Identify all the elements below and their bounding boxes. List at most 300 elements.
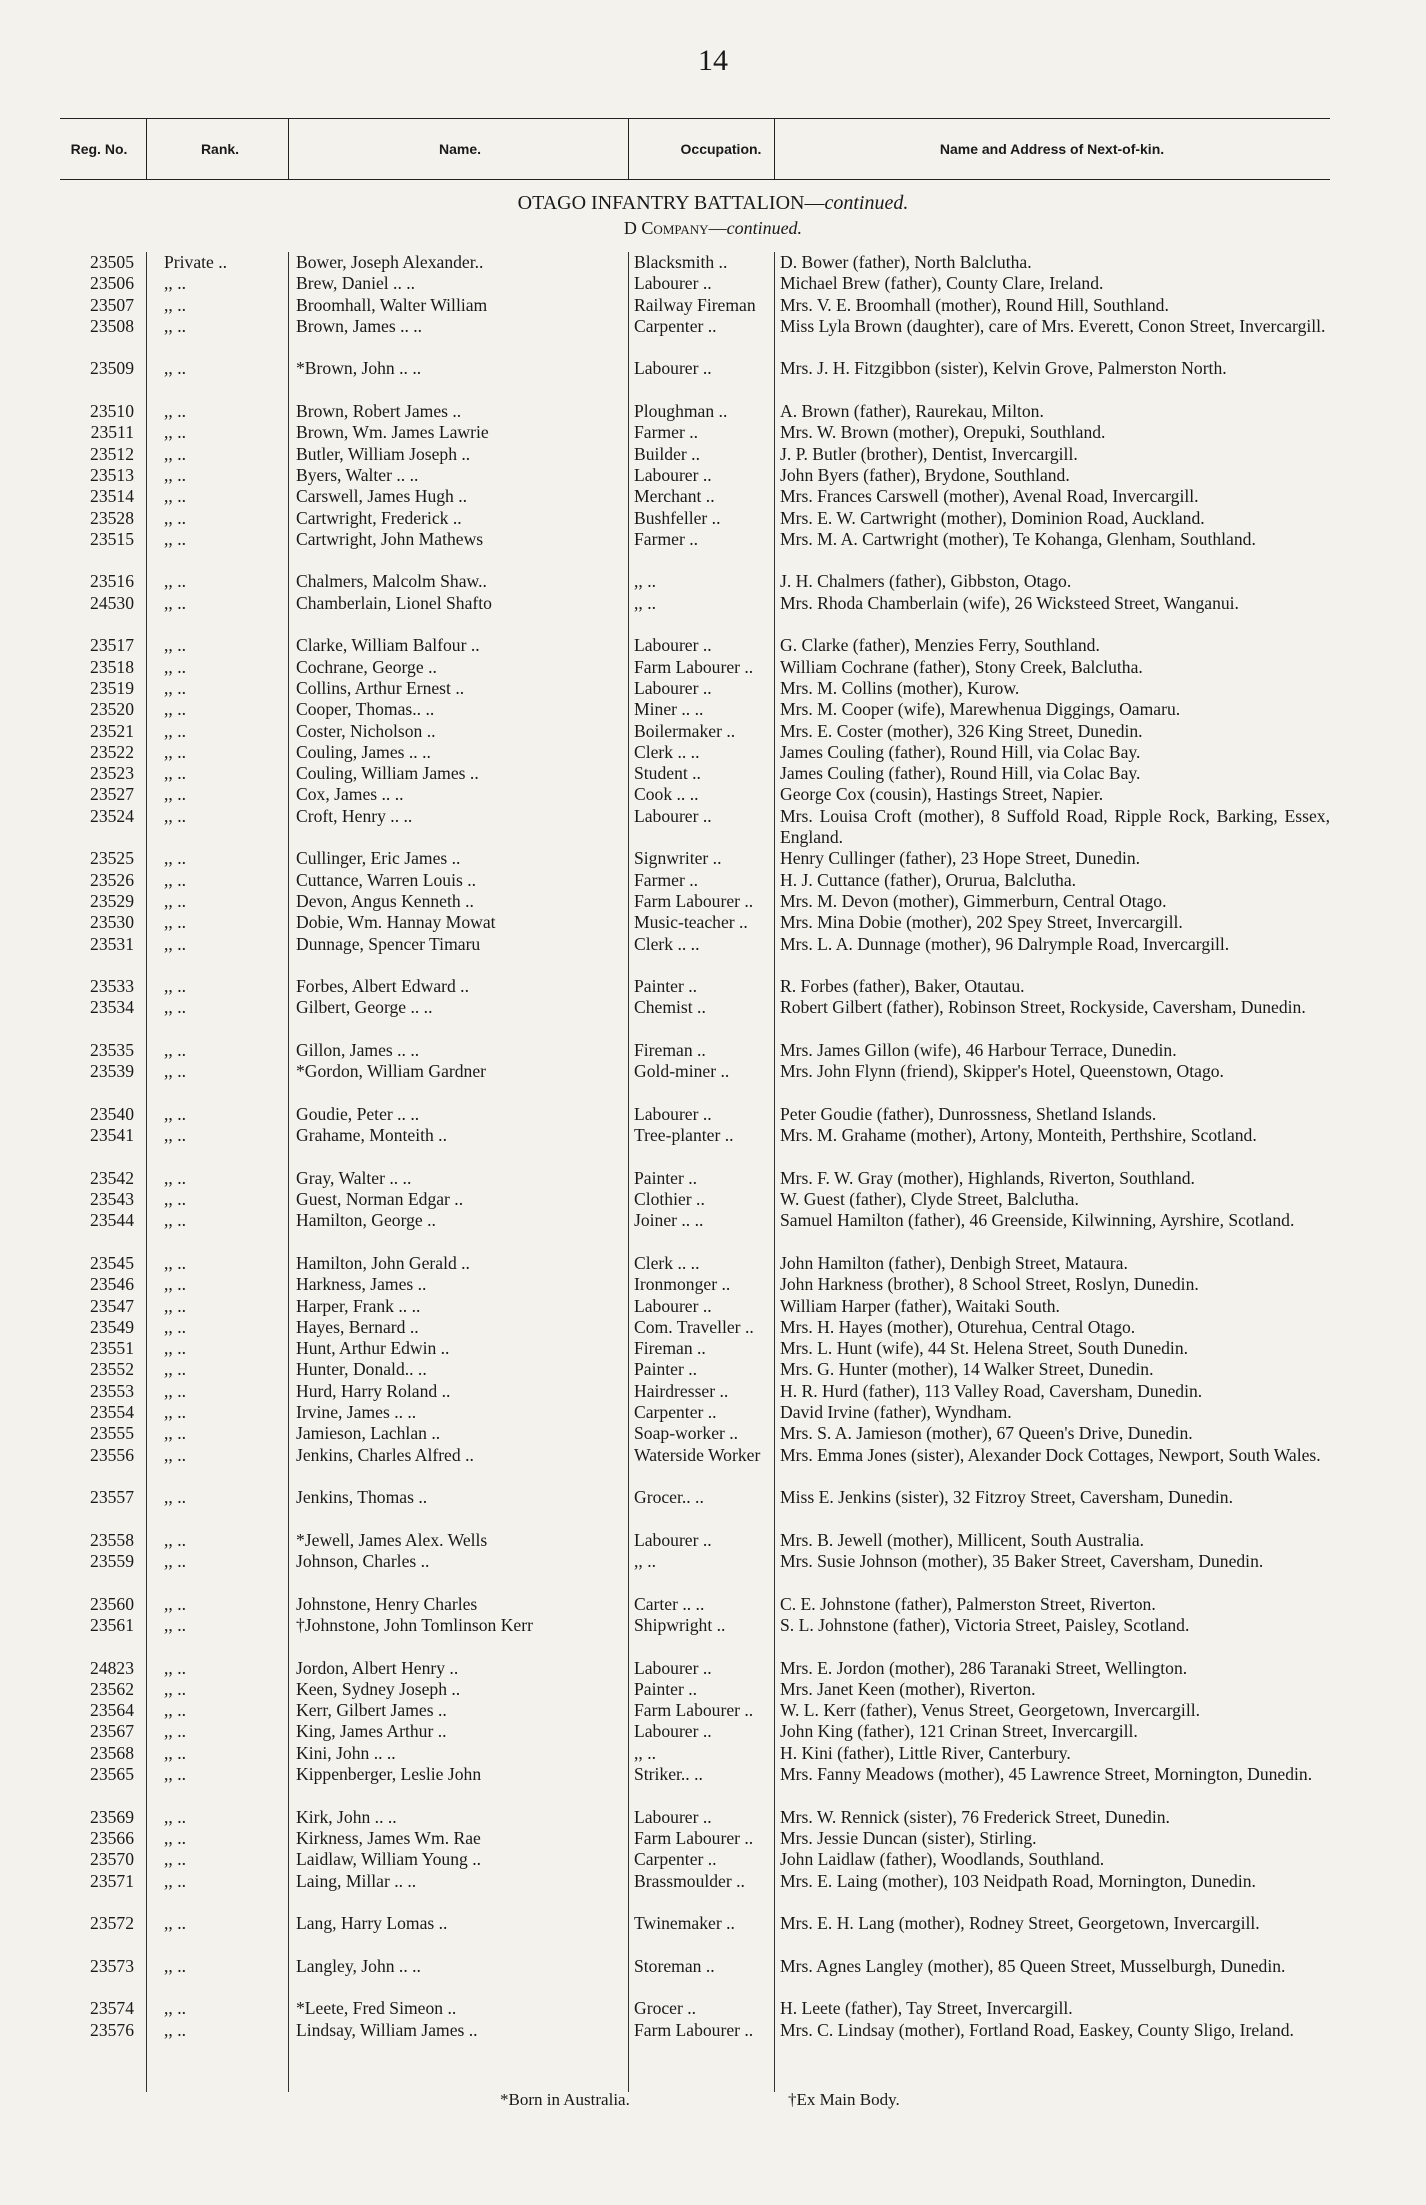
rank-cell: ,, .. (164, 1402, 186, 1423)
next-of-kin-cell: John King (father), 121 Crinan Street, Invercargill. (780, 1721, 1138, 1742)
table-row (60, 1700, 1330, 1721)
roll-table (60, 252, 1330, 2062)
name-cell: Jamieson, Lachlan .. (296, 1423, 441, 1444)
occupation-cell: Carpenter .. (634, 315, 717, 336)
rank-cell: ,, .. (164, 422, 186, 443)
table-row (60, 444, 1330, 465)
reg-no-cell: 23508 (90, 315, 134, 336)
table-row (60, 1061, 1330, 1104)
next-of-kin-cell: John Laidlaw (father), Woodlands, Southland. (780, 1849, 1105, 1870)
occupation-cell: Painter .. (634, 976, 698, 997)
table-row (60, 1721, 1330, 1742)
occupation-cell: Clerk .. .. (634, 933, 700, 954)
occupation-cell: Carpenter .. (634, 1849, 717, 1870)
name-cell: Gillon, James .. .. (296, 1039, 420, 1060)
occupation-cell: Painter .. (634, 1167, 698, 1188)
reg-no-cell: 23541 (90, 1125, 134, 1146)
occupation-cell: Fireman .. (634, 1039, 706, 1060)
next-of-kin-cell: George Cox (cousin), Hastings Street, Napier. (780, 784, 1104, 805)
table-row (60, 2020, 1330, 2063)
rank-cell: ,, .. (164, 1423, 186, 1444)
table-row (60, 1849, 1330, 1870)
reg-no-cell: 23546 (90, 1274, 134, 1295)
header-reg-no: Reg. No. (70, 141, 128, 157)
table-row (60, 1871, 1330, 1914)
name-cell: Cullinger, Eric James .. (296, 848, 461, 869)
next-of-kin-cell: William Cochrane (father), Stony Creek, Balclutha. (780, 656, 1143, 677)
table-row (60, 1679, 1330, 1700)
name-cell: Bower, Joseph Alexander.. (296, 252, 484, 272)
table-row (60, 891, 1330, 912)
name-cell: Brown, Robert James .. (296, 401, 462, 422)
reg-no-cell: 23540 (90, 1103, 134, 1124)
name-cell: †Johnstone, John Tomlinson Kerr (296, 1615, 533, 1635)
occupation-cell: Brassmoulder .. (634, 1870, 745, 1891)
name-cell: King, James Arthur .. (296, 1721, 447, 1742)
rank-cell: ,, .. (164, 1061, 186, 1082)
rank-cell: ,, .. (164, 528, 186, 549)
rank-cell: ,, .. (164, 763, 186, 784)
next-of-kin-cell: James Couling (father), Round Hill, via Colac Bay. (780, 741, 1141, 762)
header-rank: Rank. (200, 141, 240, 157)
occupation-cell: Labourer .. (634, 1721, 712, 1742)
table-row (60, 1274, 1330, 1295)
occupation-cell: Labourer .. (634, 1529, 712, 1550)
table-row (60, 401, 1330, 422)
name-cell: Hayes, Bernard .. (296, 1316, 419, 1337)
table-row (60, 1807, 1330, 1828)
reg-no-cell: 23558 (90, 1529, 134, 1550)
reg-no-cell: 23529 (90, 890, 134, 911)
next-of-kin-cell: Peter Goudie (father), Dunrossness, Shetland Islands. (780, 1103, 1157, 1124)
next-of-kin-cell: Mrs. E. H. Lang (mother), Rodney Street, Georgetown, Invercargill. (780, 1913, 1260, 1934)
table-row (60, 1998, 1330, 2019)
occupation-cell: Farmer .. (634, 528, 699, 549)
name-cell: Lindsay, William James .. (296, 2019, 478, 2040)
name-cell: Hunter, Donald.. .. (296, 1359, 427, 1380)
rank-cell: ,, .. (164, 720, 186, 741)
next-of-kin-cell: S. L. Johnstone (father), Victoria Street, Paisley, Scotland. (780, 1615, 1190, 1635)
next-of-kin-cell: Mrs. J. H. Fitzgibbon (sister), Kelvin Grove, Palmerston North. (780, 358, 1227, 379)
reg-no-cell: 23523 (90, 763, 134, 784)
occupation-cell: Labourer .. (634, 1657, 712, 1678)
table-row (60, 784, 1330, 805)
next-of-kin-cell: Mrs. M. Cooper (wife), Marewhenua Diggings, Oamaru. (780, 699, 1181, 720)
rank-cell: ,, .. (164, 1167, 186, 1188)
reg-no-cell: 23547 (90, 1295, 134, 1316)
name-cell: Harkness, James .. (296, 1274, 427, 1295)
reg-no-cell: 23552 (90, 1359, 134, 1380)
table-row (60, 678, 1330, 699)
rank-cell: ,, .. (164, 1252, 186, 1273)
occupation-cell: Bushfeller .. (634, 507, 721, 528)
name-cell: Cartwright, Frederick .. (296, 507, 462, 528)
reg-no-cell: 23505 (90, 252, 134, 272)
occupation-cell: Shipwright .. (634, 1615, 726, 1635)
name-cell: Irvine, James .. .. (296, 1402, 417, 1423)
reg-no-cell: 23572 (90, 1913, 134, 1934)
rank-cell: ,, .. (164, 1870, 186, 1891)
rank-cell: ,, .. (164, 358, 186, 379)
occupation-cell: Cook .. .. (634, 784, 699, 805)
section-title-text: OTAGO INFANTRY BATTALION— (517, 192, 825, 214)
table-row (60, 1189, 1330, 1210)
table-row (60, 316, 1330, 359)
table-row (60, 358, 1330, 401)
rank-cell: ,, .. (164, 1529, 186, 1550)
table-row (60, 1104, 1330, 1125)
reg-no-cell: 23535 (90, 1039, 134, 1060)
occupation-cell: Labourer .. (634, 1806, 712, 1827)
next-of-kin-cell: Mrs. M. Devon (mother), Gimmerburn, Central Otago. (780, 890, 1167, 911)
table-row (60, 593, 1330, 636)
occupation-cell: Blacksmith .. (634, 252, 728, 272)
occupation-cell: Grocer.. .. (634, 1487, 704, 1508)
next-of-kin-cell: Mrs. Janet Keen (mother), Riverton. (780, 1678, 1036, 1699)
table-row (60, 657, 1330, 678)
reg-no-cell: 23509 (90, 358, 134, 379)
rank-cell: Private .. (164, 252, 228, 272)
occupation-cell: Labourer .. (634, 677, 712, 698)
occupation-cell: Fireman .. (634, 1338, 706, 1359)
occupation-cell: ,, .. (634, 1742, 656, 1763)
table-row (60, 465, 1330, 486)
occupation-cell: ,, .. (634, 571, 656, 592)
next-of-kin-cell: Mrs. M. Grahame (mother), Artony, Monteith, Perthshire, Scotland. (780, 1125, 1257, 1146)
reg-no-cell: 23517 (90, 635, 134, 656)
next-of-kin-cell: Mrs. G. Hunter (mother), 14 Walker Street, Dunedin. (780, 1359, 1154, 1380)
reg-no-cell: 23518 (90, 656, 134, 677)
name-cell: Hurd, Harry Roland .. (296, 1380, 451, 1401)
name-cell: Brown, Wm. James Lawrie (296, 422, 489, 443)
rank-cell: ,, .. (164, 1742, 186, 1763)
reg-no-cell: 23521 (90, 720, 134, 741)
reg-no-cell: 23555 (90, 1423, 134, 1444)
table-row (60, 1125, 1330, 1168)
name-cell: Jordon, Albert Henry .. (296, 1657, 459, 1678)
occupation-cell: Labourer .. (634, 358, 712, 379)
reg-no-cell: 23531 (90, 933, 134, 954)
section-subtitle (0, 218, 1426, 239)
section-title (0, 192, 1426, 215)
rank-cell: ,, .. (164, 997, 186, 1018)
name-cell: Kirkness, James Wm. Rae (296, 1827, 481, 1848)
table-row (60, 806, 1330, 849)
table-row (60, 848, 1330, 869)
next-of-kin-cell: Samuel Hamilton (father), 46 Greenside, Kilwinning, Ayrshire, Scotland. (780, 1210, 1295, 1231)
next-of-kin-cell: Mrs. Mina Dobie (mother), 202 Spey Street, Invercargill. (780, 912, 1183, 933)
occupation-cell: Builder .. (634, 443, 700, 464)
next-of-kin-cell: Mrs. M. Collins (mother), Kurow. (780, 677, 1020, 698)
occupation-cell: ,, .. (634, 1551, 656, 1572)
reg-no-cell: 23567 (90, 1721, 134, 1742)
reg-no-cell: 23556 (90, 1444, 134, 1465)
rank-cell: ,, .. (164, 1913, 186, 1934)
occupation-cell: Farm Labourer .. (634, 1827, 754, 1848)
occupation-cell: Railway Fireman (634, 294, 756, 315)
footnote-ex-main-body: †Ex Main Body. (788, 2090, 900, 2109)
name-cell: Cochrane, George .. (296, 656, 437, 677)
name-cell: Carswell, James Hugh .. (296, 486, 468, 507)
table-row (60, 1594, 1330, 1615)
next-of-kin-cell: Mrs. Agnes Langley (mother), 85 Queen Street, Musselburgh, Dunedin. (780, 1955, 1286, 1976)
table-row (60, 571, 1330, 592)
occupation-cell: Painter .. (634, 1359, 698, 1380)
reg-no-cell: 23530 (90, 912, 134, 933)
occupation-cell: Farm Labourer .. (634, 890, 754, 911)
table-row (60, 1317, 1330, 1338)
rank-cell: ,, .. (164, 2019, 186, 2040)
reg-no-cell: 24530 (90, 592, 134, 613)
reg-no-cell: 23514 (90, 486, 134, 507)
name-cell: Brew, Daniel .. .. (296, 273, 416, 294)
next-of-kin-cell: Mrs. E. Laing (mother), 103 Neidpath Road, Mornington, Dunedin. (780, 1870, 1256, 1891)
rank-cell: ,, .. (164, 1700, 186, 1721)
reg-no-cell: 23534 (90, 997, 134, 1018)
occupation-cell: Soap-worker .. (634, 1423, 739, 1444)
rank-cell: ,, .. (164, 443, 186, 464)
table-row (60, 912, 1330, 933)
rank-cell: ,, .. (164, 1316, 186, 1337)
occupation-cell: ,, .. (634, 592, 656, 613)
next-of-kin-cell: Miss E. Jenkins (sister), 32 Fitzroy Street, Caversham, Dunedin. (780, 1487, 1233, 1508)
rank-cell: ,, .. (164, 741, 186, 762)
occupation-cell: Farmer .. (634, 422, 699, 443)
next-of-kin-cell: J. P. Butler (brother), Dentist, Invercargill. (780, 443, 1078, 464)
table-row (60, 1487, 1330, 1530)
rank-cell: ,, .. (164, 507, 186, 528)
reg-no-cell: 23533 (90, 976, 134, 997)
reg-no-cell: 23573 (90, 1955, 134, 1976)
rank-cell: ,, .. (164, 294, 186, 315)
rank-cell: ,, .. (164, 1189, 186, 1210)
occupation-cell: Farmer .. (634, 869, 699, 890)
next-of-kin-cell: R. Forbes (father), Baker, Otautau. (780, 976, 1025, 997)
occupation-cell: Com. Traveller .. (634, 1316, 754, 1337)
occupation-cell: Labourer .. (634, 1103, 712, 1124)
occupation-cell: Grocer .. (634, 1998, 697, 2019)
rank-cell: ,, .. (164, 1295, 186, 1316)
occupation-cell: Ploughman .. (634, 401, 728, 422)
name-cell: Forbes, Albert Edward .. (296, 976, 469, 997)
occupation-cell: Merchant .. (634, 486, 715, 507)
next-of-kin-cell: James Couling (father), Round Hill, via Colac Bay. (780, 763, 1141, 784)
name-cell: Langley, John .. .. (296, 1955, 421, 1976)
table-row (60, 1381, 1330, 1402)
occupation-cell: Chemist .. (634, 997, 706, 1018)
name-cell: Kirk, John .. .. (296, 1806, 397, 1827)
occupation-cell: Waterside Worker (634, 1444, 761, 1465)
page-number: 14 (698, 44, 728, 77)
reg-no-cell: 23574 (90, 1998, 134, 2019)
next-of-kin-cell: John Harkness (brother), 8 School Street, Roslyn, Dunedin. (780, 1274, 1199, 1295)
next-of-kin-cell: William Harper (father), Waitaki South. (780, 1295, 1060, 1316)
table-row (60, 508, 1330, 529)
table-row (60, 976, 1330, 997)
name-cell: Hunt, Arthur Edwin .. (296, 1338, 450, 1359)
name-cell: Johnstone, Henry Charles (296, 1593, 478, 1614)
next-of-kin-cell: C. E. Johnstone (father), Palmerston Street, Riverton. (780, 1593, 1156, 1614)
rank-cell: ,, .. (164, 1849, 186, 1870)
name-cell: Byers, Walter .. .. (296, 464, 419, 485)
next-of-kin-cell: Mrs. H. Hayes (mother), Oturehua, Central Otago. (780, 1316, 1136, 1337)
occupation-cell: Clerk .. .. (634, 741, 700, 762)
table-row (60, 1743, 1330, 1764)
table-row (60, 1828, 1330, 1849)
rank-cell: ,, .. (164, 1998, 186, 2019)
next-of-kin-cell: Mrs. John Flynn (friend), Skipper's Hotel, Queenstown, Otago. (780, 1061, 1224, 1082)
rank-cell: ,, .. (164, 869, 186, 890)
name-cell: Johnson, Charles .. (296, 1551, 430, 1572)
occupation-cell: Labourer .. (634, 805, 712, 826)
rank-cell: ,, .. (164, 1103, 186, 1124)
table-row (60, 1658, 1330, 1679)
occupation-cell: Music-teacher .. (634, 912, 748, 933)
header-next-of-kin: Name and Address of Next-of-kin. (939, 141, 1165, 157)
next-of-kin-cell: Mrs. B. Jewell (mother), Millicent, South Australia. (780, 1529, 1145, 1550)
reg-no-cell: 23568 (90, 1742, 134, 1763)
occupation-cell: Miner .. .. (634, 699, 704, 720)
table-row (60, 1764, 1330, 1807)
rank-cell: ,, .. (164, 656, 186, 677)
next-of-kin-cell: David Irvine (father), Wyndham. (780, 1402, 1012, 1423)
rank-cell: ,, .. (164, 1359, 186, 1380)
next-of-kin-cell: Miss Lyla Brown (daughter), care of Mrs. Everett, Conon Street, Invercargill. (780, 315, 1326, 336)
table-row (60, 1296, 1330, 1317)
rank-cell: ,, .. (164, 848, 186, 869)
table-row (60, 1402, 1330, 1423)
rank-cell: ,, .. (164, 1721, 186, 1742)
table-row (60, 721, 1330, 742)
name-cell: Collins, Arthur Ernest .. (296, 677, 465, 698)
next-of-kin-cell: Mrs. F. W. Gray (mother), Highlands, Riverton, Southland. (780, 1167, 1195, 1188)
table-row (60, 1338, 1330, 1359)
rank-cell: ,, .. (164, 635, 186, 656)
table-row (60, 1913, 1330, 1956)
name-cell: Dunnage, Spencer Timaru (296, 933, 481, 954)
occupation-cell: Clothier .. (634, 1189, 705, 1210)
name-cell: Brown, James .. .. (296, 315, 423, 336)
occupation-cell: Farm Labourer .. (634, 1700, 754, 1721)
reg-no-cell: 23560 (90, 1593, 134, 1614)
name-cell: Broomhall, Walter William (296, 294, 488, 315)
occupation-cell: Ironmonger .. (634, 1274, 731, 1295)
name-cell: Jenkins, Charles Alfred .. (296, 1444, 474, 1465)
table-row (60, 529, 1330, 572)
next-of-kin-cell: John Byers (father), Brydone, Southland. (780, 464, 1070, 485)
table-row (60, 1210, 1330, 1253)
name-cell: Clarke, William Balfour .. (296, 635, 480, 656)
next-of-kin-cell: Mrs. Louisa Croft (mother), 8 Suffold Road, Ripple Rock, Barking, Essex, England. (780, 805, 1330, 848)
rank-cell: ,, .. (164, 273, 186, 294)
name-cell: Coster, Nicholson .. (296, 720, 436, 741)
name-cell: Cartwright, John Mathews (296, 528, 484, 549)
reg-no-cell: 23570 (90, 1849, 134, 1870)
header-occupation: Occupation. (680, 141, 762, 157)
table-row (60, 1445, 1330, 1488)
name-cell: Butler, William Joseph .. (296, 443, 471, 464)
rank-cell: ,, .. (164, 1827, 186, 1848)
name-cell: Couling, William James .. (296, 763, 479, 784)
name-cell: Kini, John .. .. (296, 1742, 396, 1763)
table-row (60, 742, 1330, 763)
name-cell: Harper, Frank .. .. (296, 1295, 421, 1316)
next-of-kin-cell: J. H. Chalmers (father), Gibbston, Otago. (780, 571, 1072, 592)
table-row (60, 934, 1330, 977)
occupation-cell: Student .. (634, 763, 701, 784)
occupation-cell: Labourer .. (634, 273, 712, 294)
name-cell: Hamilton, John Gerald .. (296, 1252, 470, 1273)
table-row (60, 1253, 1330, 1274)
name-cell: Kippenberger, Leslie John (296, 1764, 482, 1785)
reg-no-cell: 23569 (90, 1806, 134, 1827)
occupation-cell: Striker.. .. (634, 1764, 703, 1785)
next-of-kin-cell: H. Leete (father), Tay Street, Invercargill. (780, 1998, 1073, 2019)
occupation-cell: Storeman .. (634, 1955, 715, 1976)
rank-cell: ,, .. (164, 890, 186, 911)
next-of-kin-cell: Mrs. M. A. Cartwright (mother), Te Kohanga, Glenham, Southland. (780, 528, 1256, 549)
occupation-cell: Clerk .. .. (634, 1252, 700, 1273)
name-cell: *Jewell, James Alex. Wells (296, 1529, 488, 1550)
rank-cell: ,, .. (164, 1274, 186, 1295)
reg-no-cell: 23525 (90, 848, 134, 869)
name-cell: Dobie, Wm. Hannay Mowat (296, 912, 496, 933)
reg-no-cell: 23513 (90, 464, 134, 485)
reg-no-cell: 23566 (90, 1827, 134, 1848)
reg-no-cell: 23554 (90, 1402, 134, 1423)
name-cell: *Gordon, William Gardner (296, 1061, 487, 1082)
next-of-kin-cell: Mrs. James Gillon (wife), 46 Harbour Terrace, Dunedin. (780, 1039, 1177, 1060)
table-row (60, 1956, 1330, 1999)
rank-cell: ,, .. (164, 1551, 186, 1572)
next-of-kin-cell: Mrs. E. Coster (mother), 326 King Street, Dunedin. (780, 720, 1143, 741)
rank-cell: ,, .. (164, 401, 186, 422)
reg-no-cell: 23539 (90, 1061, 134, 1082)
table-row (60, 486, 1330, 507)
name-cell: Keen, Sydney Joseph .. (296, 1678, 461, 1699)
reg-no-cell: 23506 (90, 273, 134, 294)
header-name: Name. (438, 141, 482, 157)
reg-no-cell: 24823 (90, 1657, 134, 1678)
reg-no-cell: 23557 (90, 1487, 134, 1508)
rank-cell: ,, .. (164, 1338, 186, 1359)
next-of-kin-cell: W. Guest (father), Clyde Street, Balclutha. (780, 1189, 1079, 1210)
next-of-kin-cell: Mrs. W. Brown (mother), Orepuki, Southland. (780, 422, 1106, 443)
table-row (60, 1168, 1330, 1189)
reg-no-cell: 23510 (90, 401, 134, 422)
reg-no-cell: 23565 (90, 1764, 134, 1785)
occupation-cell: Carter .. .. (634, 1593, 705, 1614)
name-cell: Gilbert, George .. .. (296, 997, 433, 1018)
reg-no-cell: 23511 (90, 422, 134, 443)
name-cell: Cooper, Thomas.. .. (296, 699, 435, 720)
next-of-kin-cell: Mrs. S. A. Jamieson (mother), 67 Queen's Drive, Dunedin. (780, 1423, 1193, 1444)
rank-cell: ,, .. (164, 976, 186, 997)
name-cell: Guest, Norman Edgar .. (296, 1189, 464, 1210)
next-of-kin-cell: G. Clarke (father), Menzies Ferry, Southland. (780, 635, 1100, 656)
occupation-cell: Joiner .. .. (634, 1210, 704, 1231)
rank-cell: ,, .. (164, 1806, 186, 1827)
section-subtitle-suffix: continued. (726, 218, 803, 238)
name-cell: Gray, Walter .. .. (296, 1167, 412, 1188)
name-cell: Kerr, Gilbert James .. (296, 1700, 447, 1721)
next-of-kin-cell: H. J. Cuttance (father), Orurua, Balclutha. (780, 869, 1077, 890)
reg-no-cell: 23553 (90, 1380, 134, 1401)
occupation-cell: Gold-miner .. (634, 1061, 730, 1082)
reg-no-cell: 23561 (90, 1615, 134, 1635)
next-of-kin-cell: Mrs. Frances Carswell (mother), Avenal Road, Invercargill. (780, 486, 1199, 507)
next-of-kin-cell: Mrs. L. Hunt (wife), 44 St. Helena Street, South Dunedin. (780, 1338, 1189, 1359)
